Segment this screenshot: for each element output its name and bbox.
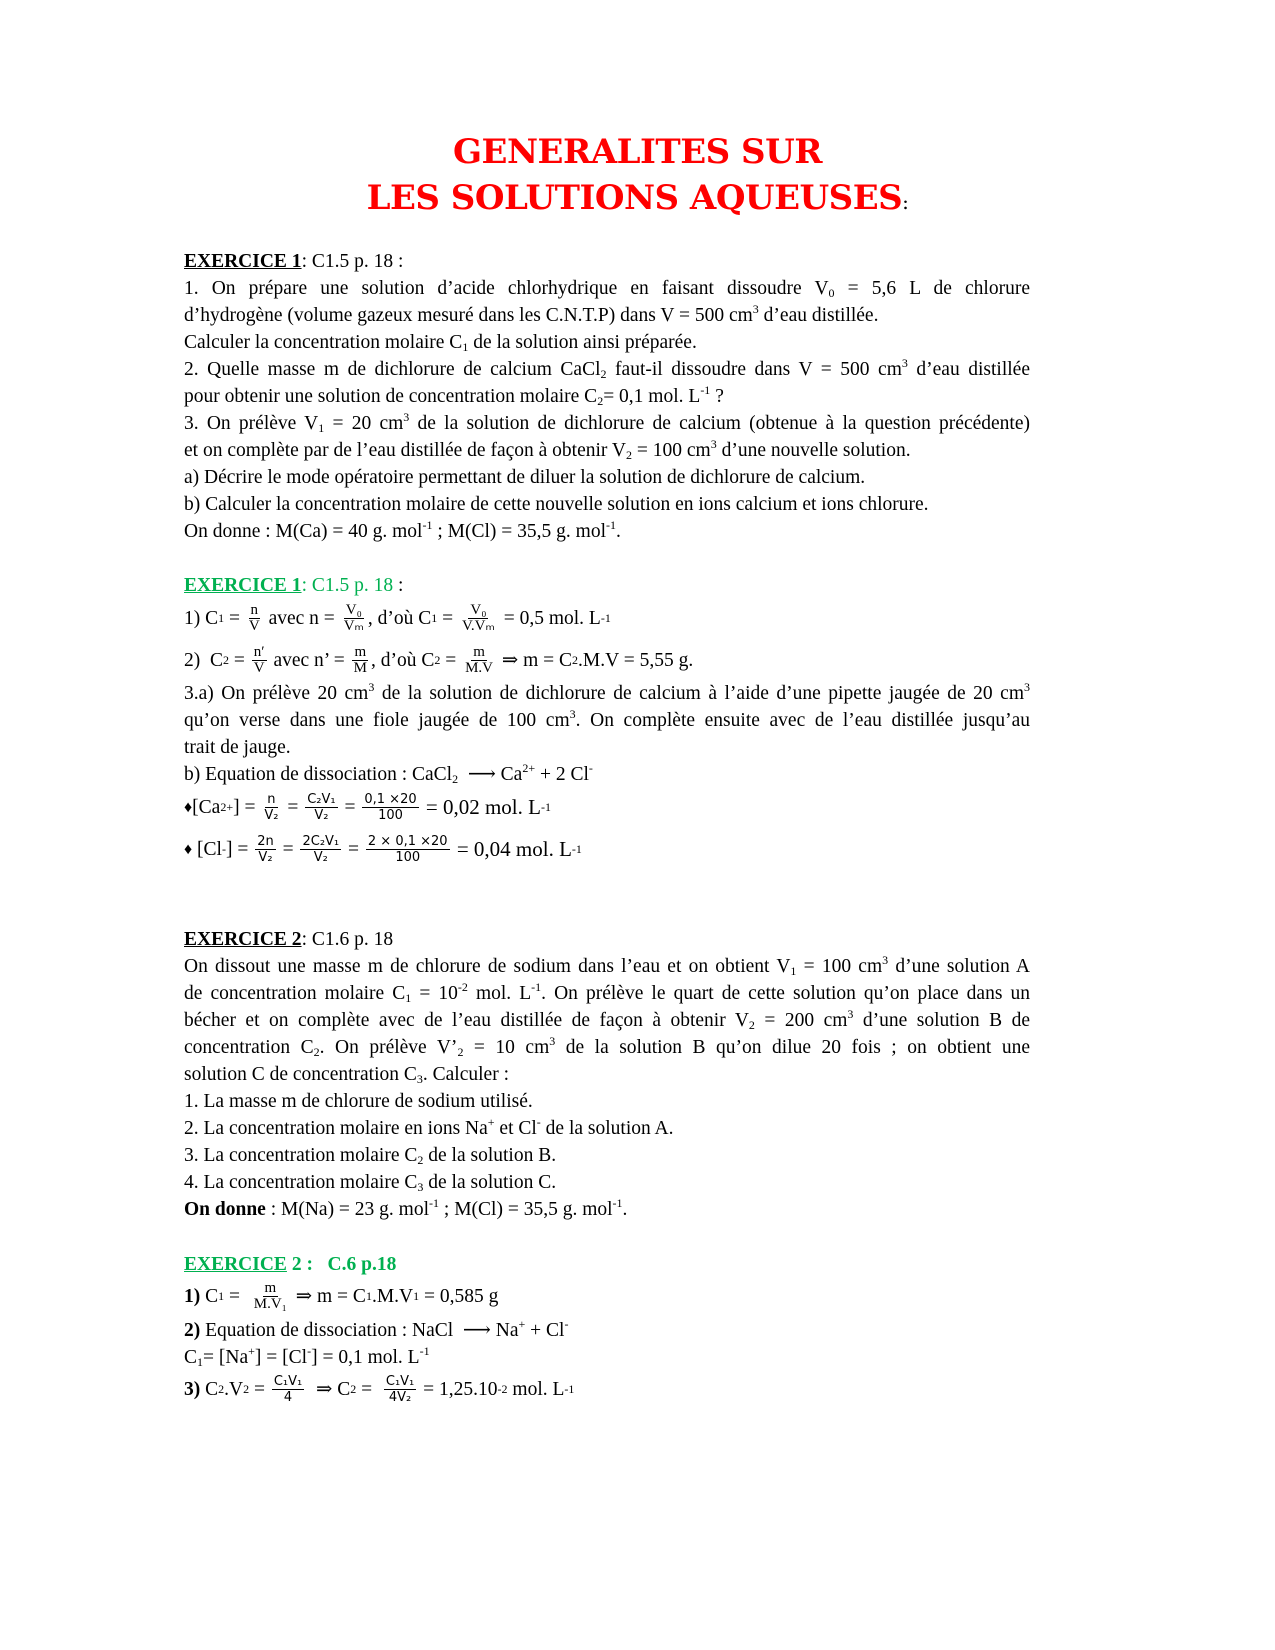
fraction [247,603,262,634]
denominator: V.Vₘ [462,617,495,634]
text: d’une solution A [888,956,1030,977]
correction2-step2-concentrations [184,1344,1030,1371]
text: ] = [225,838,254,860]
numerator: m [264,1279,277,1296]
denominator: 4 [283,1389,293,1405]
exercise2-line1 [184,953,1030,980]
text: ] = [Cl [254,1347,308,1368]
subscript: 2 [313,1045,320,1059]
superscript: - [564,1317,569,1331]
numerator: n [267,791,276,807]
superscript: + [518,1317,526,1331]
exercise2-line4 [184,1034,1030,1061]
text: = 1,25.10 [418,1378,498,1400]
text: de concentration molaire C [184,983,406,1004]
denominator: V₂ [313,849,328,865]
text: = [249,1378,270,1400]
subscript: 3 [416,1072,423,1086]
text: qu’on verse dans une fiole jaugée de 100 cm [184,710,570,731]
numerator: n [250,601,259,618]
correction1-step3a-line3: trait de jauge. [184,737,291,758]
text: . [622,1199,628,1220]
superscript: -2 [457,980,468,994]
text: C [200,1378,219,1400]
text: ; M(Cl) = 35,5 g. mol [432,521,606,542]
text: = 20 cm [324,413,404,434]
numerator: C₁V₁ [273,1373,303,1389]
subscript: 1 [462,340,469,354]
text: = [224,607,245,629]
fraction [384,1374,416,1405]
exercise1-ref: : C1.5 p. 18 : [301,251,404,272]
text: . Calculer : [422,1064,509,1085]
text: [Cl [192,838,222,860]
diamond-bullet-icon: ♦ [184,798,193,816]
subscript: 2 [457,1045,464,1059]
text: . [616,521,621,542]
text: = 10 cm [463,1037,550,1058]
title-colon: : [902,190,909,214]
text: C [200,1285,219,1307]
fraction [252,645,267,676]
superscript: 3 [368,680,375,694]
text: . On prélève V’ [319,1037,458,1058]
title-line-2-text: LES SOLUTIONS AQUEUSES [366,178,903,218]
text: 3. La concentration molaire C [184,1145,418,1166]
numerator: V₀ [470,601,487,618]
exercise1-heading [184,248,1030,275]
exercise2-q1: 1. La masse m de chlorure de sodium utilisé. [184,1091,533,1112]
text: = [356,1378,382,1400]
text: d’eau distillée [907,359,1030,380]
superscript: 3 [569,707,576,721]
denominator: V₂ [314,807,329,823]
exercise1-q1-line2 [184,302,1030,329]
text: 4. La concentration molaire C [184,1172,418,1193]
subscript: 0 [828,286,835,300]
text: C [184,1347,198,1368]
text: de la solution de dichlorure de calcium à l’aide d’une pipette jaugée de 20 cm [374,683,1024,704]
text: Equation de dissociation : NaCl ⟶ Na [200,1320,519,1341]
text: de la solution B. [423,1145,557,1166]
exercise1-label: EXERCICE 1 [184,251,302,272]
title-line-1: GENERALITES SUR [453,132,822,172]
correction1-step3a-line1 [184,680,1030,707]
fraction [342,603,366,634]
exercise1-q2-line2 [184,383,1030,410]
superscript: - [307,1344,312,1358]
text: = [440,649,462,671]
text: concentration C [184,1037,314,1058]
exercise2-q2 [184,1115,1030,1142]
text: = 0,1 mol. L [603,386,701,407]
correction1-colon: : [393,575,404,596]
text: 2. Quelle masse m de dichlorure de calcium CaCl [184,359,601,380]
superscript: -1 [700,383,711,397]
numerator: V₀ [345,601,362,618]
denominator: V₂ [258,849,273,865]
subscript: 2 [597,394,604,408]
exercise2-line3 [184,1007,1030,1034]
text: ⟶ Ca [458,764,523,785]
text: On dissout une masse m de chlorure de sodium dans l’eau et on obtient V [184,956,791,977]
text: + 2 Cl [535,764,589,785]
text: 2. La concentration molaire en ions Na [184,1118,488,1139]
subscript: 1 [790,964,797,978]
text: 1) C [184,607,219,629]
numerator: 0,1 ×20 [364,791,417,807]
text: 1. On prépare une solution d’acide chlorhydrique en faisant dissoudre V [184,278,829,299]
text: Calculer la concentration molaire C [184,332,463,353]
text: ⇒ C [306,1378,351,1400]
fraction [460,603,497,634]
denominator: M.V₁ [253,1295,287,1312]
exercise1-q1-line3 [184,329,1030,356]
text: mol. L [467,983,532,1004]
subscript: 2 [748,1018,755,1032]
exercise2-heading [184,926,1030,953]
title-line-2 [0,178,1275,218]
text: 2) C [184,649,223,671]
step-number: 3) [184,1378,201,1400]
superscript: 3 [752,302,759,316]
text: ] = 0,1 mol. L [311,1347,420,1368]
superscript: 3 [847,1007,854,1021]
text: de la solution ainsi préparée. [468,332,697,353]
exercise1-given [184,518,1030,545]
exercise2-ref: : C1.6 p. 18 [301,929,394,950]
text: d’une solution B de [853,1010,1030,1031]
diamond-bullet-icon: ♦ [184,840,193,858]
text: . On prélève le quart de cette solution qu’on place dans un [541,983,1030,1004]
subscript: 1 [197,1355,204,1369]
equals: = [277,838,299,860]
exercise1-q2-line1 [184,356,1030,383]
text: 3. On prélève V [184,413,319,434]
text: mol. L [507,1378,565,1400]
exercise2-line5 [184,1061,1030,1088]
text: , d’où C [370,649,435,671]
exercise2-q4 [184,1169,1030,1196]
text: solution C de concentration C [184,1064,417,1085]
superscript: -1 [606,518,616,532]
superscript: 3 [710,437,717,451]
text: = [437,607,458,629]
superscript: -1 [429,1196,440,1210]
correction2-label: EXERCICE [184,1254,287,1275]
text: = 100 cm [632,440,711,461]
equals: = [339,796,361,818]
text: ⇒ m = C [290,1285,366,1307]
fraction [366,834,450,865]
fraction [262,792,280,823]
text: : M(Na) = 23 g. mol [265,1199,430,1220]
fraction [252,1281,289,1312]
correction2-step1: 1) C 1 = $\frac{m}{\text{M.V₁}}$ ⇒ m = C 1 .M.V 1 = 0,585 g [184,1279,499,1312]
correction1-heading [184,572,1030,599]
fraction [463,645,495,676]
superscript: 3 [403,410,410,424]
text: ; M(Cl) = 35,5 g. mol [439,1199,613,1220]
correction2-heading [184,1251,1030,1278]
superscript: 3 [549,1034,556,1048]
step-number: 1) [184,1285,201,1307]
correction2-ref: 2 : C.6 p.18 [286,1254,397,1275]
denominator: M.V [465,659,493,676]
exercise2-given [184,1196,1030,1223]
fraction [272,1374,304,1405]
text: ] = [233,796,261,818]
exercise1-q3-line1 [184,410,1030,437]
text: b) Equation de dissociation : CaCl [184,764,453,785]
numerator: n′ [253,643,265,660]
text: , d’où C [367,607,432,629]
text: = 200 cm [754,1010,848,1031]
exercise1-q3b: b) Calculer la concentration molaire de cette nouvelle solution en ions calcium et ions chlorure. [184,494,929,515]
superscript: -1 [612,1196,623,1210]
numerator: 2C₂V₁ [302,833,340,849]
exercise2-label: EXERCICE 2 [184,929,302,950]
denominator: 100 [378,807,403,823]
correction2-step3: 3) C 2 .V 2 = $\frac{\text{C₁V₁}}{4}$ ⇒ C 2 = $\frac{\text{C₁V₁}}{\text{4V₂}}$ = 1,25.10 -2 mol. L -1 [184,1373,575,1405]
numerator: C₁V₁ [385,1373,415,1389]
superscript: -1 [419,1344,430,1358]
fraction [300,834,341,865]
superscript: 3 [882,953,889,967]
text: de la solution B qu’on dilue 20 fois ; on obtient une [555,1037,1031,1058]
text: d’une nouvelle solution. [716,440,911,461]
exercise1-q1-line1 [184,275,1030,302]
denominator: V [248,617,260,634]
subscript: 2 [417,1153,424,1167]
denominator: V [253,659,265,676]
text: 3.a) On prélève 20 cm [184,683,369,704]
text: d’hydrogène (volume gazeux mesuré dans les C.N.T.P) dans V = 500 cm [184,305,753,326]
text: . On complète ensuite avec de l’eau distillée jusqu’au [575,710,1030,731]
text: faut-il dissoudre dans V = 500 cm [606,359,902,380]
text: et Cl [494,1118,537,1139]
correction1-step2: 2) C 2 = $\frac{n'}{V}$ avec n’ = $\frac{m}{M}$ , d’où C 2 = $\frac{m}{M.V}$ ⇒ m = C 2 .M.V = 5,55 g. [184,643,694,676]
text: [Ca [192,796,221,818]
superscript: 3 [1024,680,1030,694]
superscript: -1 [531,980,542,994]
correction1-ref: : C1.5 p. 18 [301,575,394,596]
text: avec n’ = [268,649,350,671]
text: = 10 [411,983,458,1004]
correction1-chloride-concentration: ♦ [Cl - ] = $\frac{2n}{\text{V₂}}$ = $\frac{\text{2C₂V₁}}{\text{V₂}}$ = $\frac{2 \times 0,1 \times 20}{100}$ = 0,04 mol. L -1 [184,833,582,865]
text: d’eau distillée. [758,305,879,326]
denominator: V₂ [264,807,279,823]
denominator: 4V₂ [388,1389,412,1405]
correction1-step3a-line2 [184,707,1030,734]
text: = [229,649,250,671]
text: = 100 cm [796,956,883,977]
correction1-label: EXERCICE 1 [184,575,302,596]
given-label: On donne [184,1199,266,1220]
correction1-calcium-concentration: ♦ [Ca 2+ ] = $\frac{n}{\text{V₂}}$ = $\frac{\text{C₂V₁}}{\text{V₂}}$ = $\frac{0,1 \times 20}{100}$ = 0,02 mol. L -1 [184,791,551,823]
text: et on complète par de l’eau distillée de façon à obtenir V [184,440,627,461]
superscript: 2+ [522,761,536,775]
fraction [352,645,369,676]
exercise1-q3a: a) Décrire le mode opératoire permettant de diluer la solution de dichlorure de calcium. [184,467,866,488]
text: On donne : M(Ca) = 40 g. mol [184,521,423,542]
subscript: 1 [405,991,412,1005]
superscript: + [248,1344,255,1358]
subscript: 2 [600,367,607,381]
text: de la solution A. [540,1118,674,1139]
subscript: 3 [417,1180,424,1194]
text: bécher et on complète avec de l’eau distillée de façon à obtenir V [184,1010,749,1031]
text: = 0,04 mol. L [451,836,572,861]
text: .M.V [371,1285,414,1307]
text: .V [224,1378,244,1400]
superscript: -1 [422,518,433,532]
text: de la solution C. [423,1172,557,1193]
superscript: + [487,1115,495,1129]
numerator: 2 × 0,1 ×20 [367,833,448,849]
equals: = [343,838,364,860]
denominator: M [353,659,367,676]
text: pour obtenir une solution de concentration molaire C [184,386,598,407]
numerator: C₂V₁ [307,791,336,807]
equals: = [282,796,304,818]
correction1-step1: 1) C 1 = $\frac{n}{V}$ avec n = $\frac{\text{V₀}}{\text{Vₘ}}$ , d’où C 1 = $\frac{\text{V₀}}{\text{V.Vₘ}}$ = 0,5 mol. L -1 [184,601,611,634]
superscript: - [588,761,593,775]
superscript: - [536,1115,541,1129]
text: + Cl [525,1320,565,1341]
numerator: m [354,643,367,660]
text: .M.V = 5,55 g. [578,649,694,671]
denominator: Vₘ [343,617,364,634]
text: ⇒ m = C [497,649,573,671]
text: = 5,6 L de chlorure [834,278,1030,299]
step-number: 2) [184,1320,201,1341]
text: ? [710,386,724,407]
correction2-step2-equation [184,1317,1030,1344]
text: = [Na [203,1347,249,1368]
exercise2-q3 [184,1142,1030,1169]
exercise2-line2 [184,980,1030,1007]
fraction [305,792,337,823]
text: = 0,5 mol. L [498,607,601,629]
denominator: 100 [395,849,421,865]
fraction [255,834,276,865]
subscript: 2 [452,772,459,786]
text: = 0,585 g [419,1285,499,1307]
numerator: m [473,643,485,660]
numerator: 2n [257,833,274,849]
correction1-step3b-equation [184,761,1030,788]
text: de la solution de dichlorure de calcium (obtenue à la question précédente) [409,413,1030,434]
subscript: 2 [626,448,633,462]
text: = [224,1285,250,1307]
exercise1-q3-line2 [184,437,1030,464]
superscript: 3 [901,356,908,370]
fraction [362,792,418,823]
text: avec n = [263,607,340,629]
subscript: 1 [318,421,325,435]
text: = 0,02 mol. L [420,794,541,819]
